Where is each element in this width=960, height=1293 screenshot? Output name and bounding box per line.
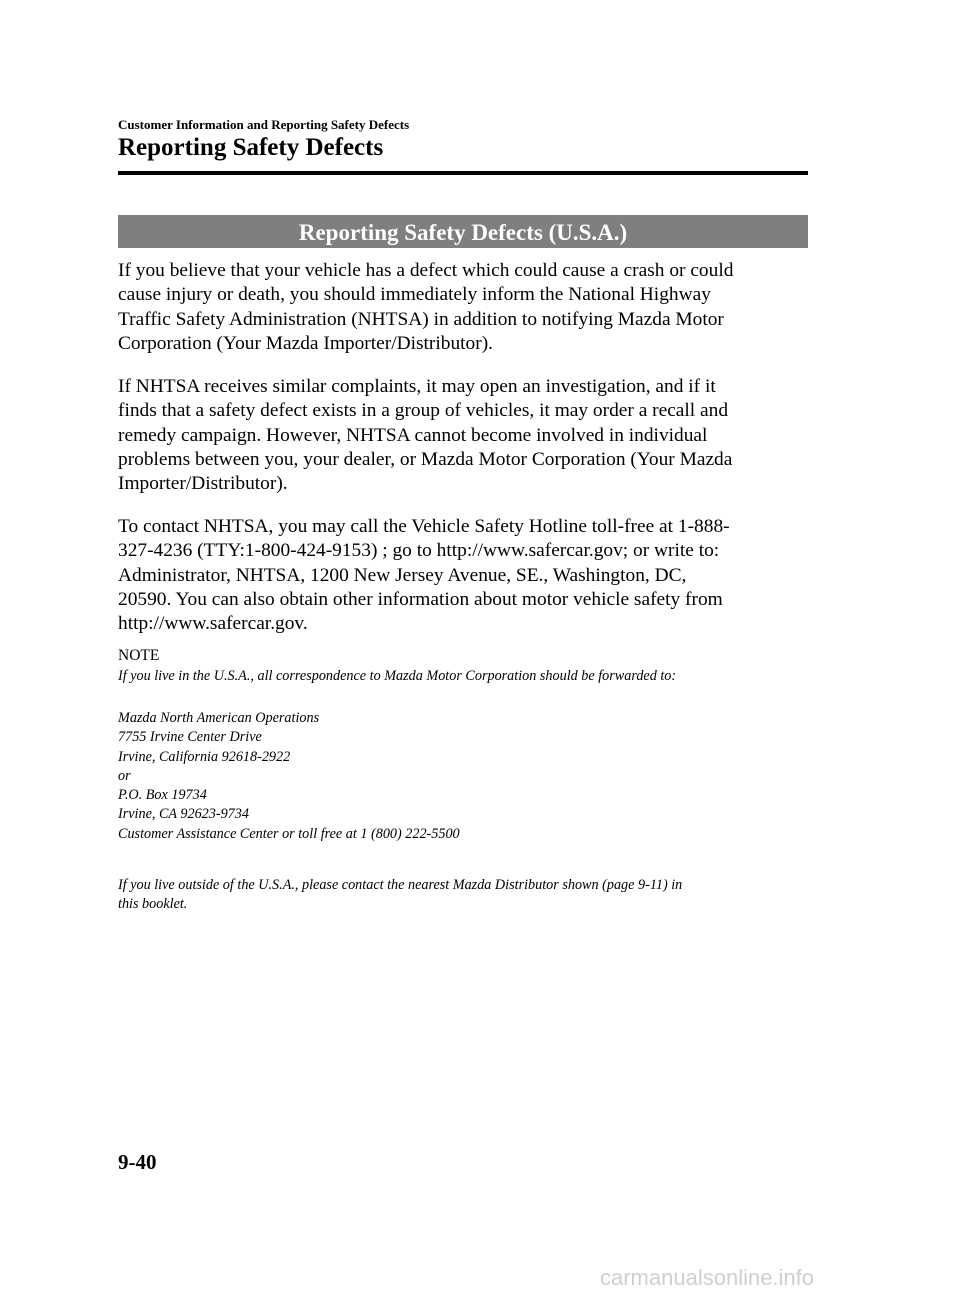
text-line: P.O. Box 19734 (118, 787, 207, 804)
text-line: finds that a safety defect exists in a group of vehicles, it may order a recall and (118, 400, 729, 422)
text-line: http://www.safercar.gov. (118, 613, 308, 635)
text-line: 7755 Irvine Center Drive (118, 729, 262, 746)
paragraph-nhtsa-investigation (118, 375, 838, 496)
text-line: 327-4236 (TTY:1-800-424-9153) ; go to http://www.safercar.gov; or write to: (118, 540, 720, 562)
note-label: NOTE (118, 647, 160, 664)
text-line: Administrator, NHTSA, 1200 New Jersey Avenue, SE., Washington, DC, (118, 564, 687, 586)
text-line: this booklet. (118, 896, 188, 913)
note-address (118, 709, 818, 844)
text-line: Mazda North American Operations (118, 710, 320, 726)
text-line: Irvine, California 92618-2922 (118, 748, 291, 765)
text-line: If you live outside of the U.S.A., please contact the nearest Mazda Distributor shown (page 9-11) in (118, 877, 683, 893)
paragraph-contact-nhtsa (118, 515, 838, 636)
text-line: To contact NHTSA, you may call the Vehicle Safety Hotline toll-free at 1-888- (118, 516, 730, 537)
text-line: If you live in the U.S.A., all correspondence to Mazda Motor Corporation should be forwarded to: (118, 668, 677, 684)
watermark: carmanualsonline.info (600, 1265, 815, 1290)
text-line: remedy campaign. However, NHTSA cannot become involved in individual (118, 424, 708, 446)
text-line: 20590. You can also obtain other information about motor vehicle safety from (118, 588, 723, 610)
running-head: Customer Information and Reporting Safety Defects (118, 117, 410, 132)
text-line: Customer Assistance Center or toll free at 1 (800) 222-5500 (118, 825, 460, 842)
text-line: or (118, 767, 131, 784)
page-number: 9-40 (118, 1150, 157, 1174)
text-line: Traffic Safety Administration (NHTSA) in addition to notifying Mazda Motor (118, 308, 724, 330)
text-line: If NHTSA receives similar complaints, it may open an investigation, and if it (118, 376, 716, 397)
text-line: Corporation (Your Mazda Importer/Distributor). (118, 332, 494, 354)
section-title: Reporting Safety Defects (118, 134, 384, 161)
paragraph-report-defect (118, 259, 838, 356)
title-rule (118, 171, 808, 175)
text-line: If you believe that your vehicle has a defect which could cause a crash or could (118, 260, 734, 281)
text-line: cause injury or death, you should immediately inform the National Highway (118, 284, 711, 306)
note-intro (118, 667, 818, 686)
note-outside-usa (118, 876, 818, 915)
subsection-heading: Reporting Safety Defects (U.S.A.) (118, 215, 808, 248)
text-line: problems between you, your dealer, or Mazda Motor Corporation (Your Mazda (118, 448, 733, 470)
text-line: Irvine, CA 92623-9734 (118, 806, 249, 823)
text-line: Importer/Distributor). (118, 473, 288, 495)
